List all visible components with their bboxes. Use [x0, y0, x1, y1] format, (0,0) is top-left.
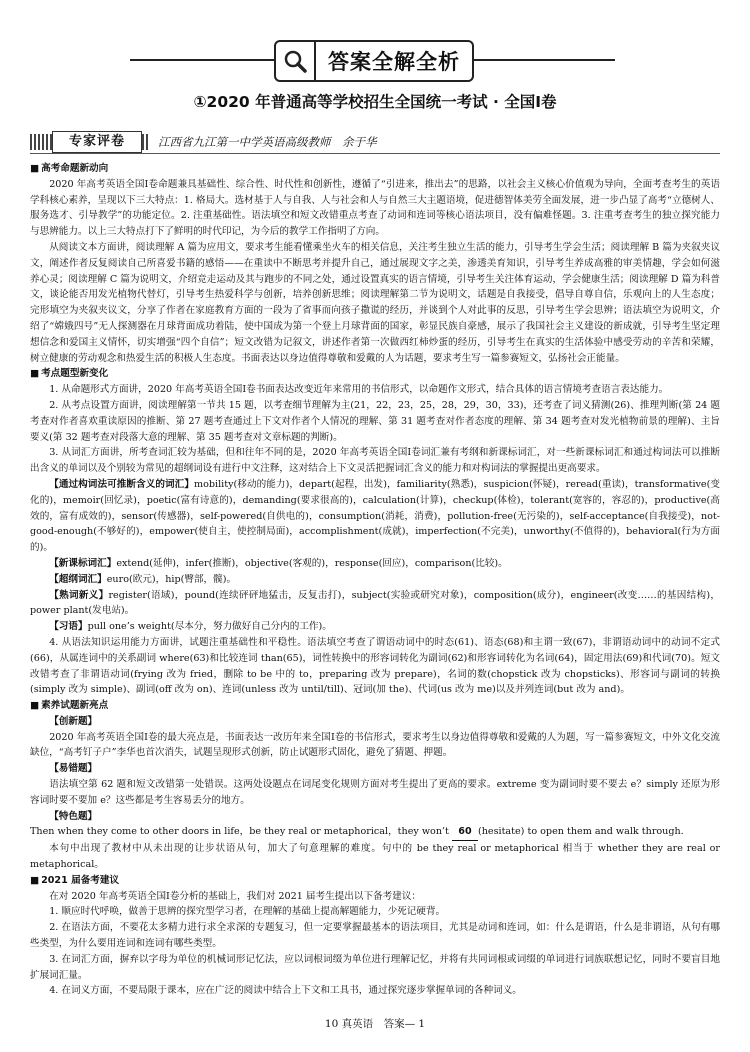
- vocab-list: pull one’s weight(尽本分，努力做好自己分内的工作)。: [87, 621, 332, 633]
- vocab-tag: 【熟词新义】: [49, 589, 109, 601]
- vocab-list: mobility(移动的能力)，depart(起程，出发)，familiarity(熟悉)，suspicion(怀疑)，reread(重读)，transformative(变化的)，memoir(回忆录)，poetic(富有诗意的)，demanding(要求很高的)，calculation(计算)，checkup(体检)，tolerant(宽容的，容忍的)，productive(高效的，富有成效的)，sensor(传感器)，self-powered(自供电的)，consumption(消耗，消费)，pollution-free(无污染的)，self-acceptance(自我接受)，not-good-enough(不够好的)，empower(使自主，使控制局面)，accomplishment(成就)，imperfection(不完美)，unworthy(不值得的)，behavioral(行为方面的)。: [30, 478, 721, 554]
- paragraph: 3. 在词汇方面，摒弃以字母为单位的机械词形记忆法，应以词根词缀为单位进行理解记忆，并将有共同词根或词缀的单词进行词族联想记忆，同时不要盲目地扩展词汇量。: [30, 953, 720, 981]
- question-number-blank: 60: [452, 824, 478, 841]
- vocab-tag: 【通过构词法可推断含义的词汇】: [49, 478, 194, 490]
- exam-title: ①2020 年普通高等学校招生全国统一考试 · 全国Ⅰ卷: [193, 93, 557, 111]
- banner-box: [274, 40, 474, 82]
- vocab-tag: 【超纲词汇】: [49, 573, 107, 585]
- subheading: 【特色题】: [49, 810, 98, 822]
- divider: [30, 153, 720, 154]
- magnifier-icon: [276, 42, 316, 80]
- paragraph: 从阅读文本方面讲，阅读理解 A 篇为应用文，要求考生能看懂乘坐火车的相关信息，关注考生独立生活的能力，引导考生学会生活；阅读理解 B 篇为夹叙夹议文，阐述作者反复阅读自己所喜爱书籍的感悟——在重读中不断思考并提升自己，通过展现文字之美，渗透美育知识，引导考生养成高雅的审美情趣，学会如何滋养心灵；阅读理解 C 篇为说明文，介绍竞走运动及其与跑步的不同之处，通过设置真实的语言情境，引导考生关注体育运动，学会健康生活；阅读理解 D 篇为科普文，谈论能否用发光植物代替灯，引导考生热爱科学与创新，培养创新思维；阅读理解第二节为说明文，话题是自我接受，倡导自尊自信，乐观向上的人生态度；完形填空为夹叙夹议文，分享了作者在家庭教育方面的一段为了省事而向孩子撒谎的经历，并谈到个人对此事的反思，引导考生学会思辨；语法填空为说明文，介绍了“嫦娥四号”无人探测器在月球背面成功着陆，使中国成为第一个登上月球背面的国家，彰显民族自豪感，展示了我国社会主义建设的新成就，引导考生坚定理想信念和爱国主义情怀，切实增强“四个自信”；短文改错为记叙文，讲述作者第一次做西红柿炒蛋的经历，引导考生在真实的生活体验中感受劳动的辛苦和荣耀，树立健康的劳动观念和热爱生活的积极人生态度。书面表达以身边值得尊敬和爱戴的人为话题，要求考生写一篇参赛短文，弘扬社会正能量。: [30, 241, 720, 364]
- paragraph: 2020 年高考英语全国Ⅰ卷命题兼具基础性、综合性、时代性和创新性，遵循了“引进来，推出去”的思路，以社会主义核心价值观为导向，全面考查考生的英语学科核心素养，呈现以下三大特点：1. 格局大。选材基于人与自我、人与社会和人与自然三大主题语境，促进德智体美劳全面发展，进一步凸显了高考“立德树人、服务选才、引导教学”的功能定位。2. 注重基础性。语法填空和短文改错重点考查了动词和连词等核心语法项目，没有偏难怪题。3. 注重考查考生的独立探究能力与思辨能力。以上三大特点打下了鲜明的时代印记，为今后的教学工作指明了方向。: [30, 178, 720, 238]
- vocab-list: register(语域)，pound(连续砰砰地猛击，反复击打)，subject(实验或研究对象)，composition(成分)，engineer(改变……的基因结构)，power plant(发电站)。: [30, 589, 721, 617]
- article-body: [30, 161, 720, 999]
- quote-before: Then when they come to other doors in life，be they real or metaphorical，they won’t: [30, 826, 449, 838]
- banner-rule-left: [130, 59, 275, 61]
- section-heading: ■ 2021 届备考建议: [30, 873, 720, 889]
- paragraph: 1. 顺应时代呼唤，做善于思辨的探究型学习者，在理解的基础上提高解题能力，少死记硬背。: [49, 906, 446, 918]
- section-heading: ■ 考点题型新变化: [30, 366, 720, 382]
- paragraph: 4. 从语法知识运用能力方面讲，试题注重基础性和平稳性。语法填空考查了谓语动词中的时态(61)、语态(68)和主谓一致(67)，非谓语动词中的动词不定式(66)，从属连词中的关系副词 where(63)和比较连词 than(65)，词性转换中的形容词转化为副词(62)和形容词转化为名词(64)，固定用法(69)和代词(70)。短文改错考查了非谓语动词(frying 改为 fried，删除 to be 中的 to，preparing 改为 prepare)，名词的数(chopstick 改为 chopsticks)、形容词与副词的转换(simply 改为 simple)、副词(off 改为 on)、连词(unless 改为 until/till)、冠词(加 the)、代词(us 改为 me)以及并列连词(but 改为 and)。: [30, 636, 720, 696]
- page-footer: 10 真英语 答案— 1: [324, 1018, 426, 1030]
- vocab-paragraph: [30, 477, 720, 556]
- paragraph: 2. 从考点设置方面讲，阅读理解第一节共 15 题，以考查细节理解为主(21，22，23，25，28，29，30，33)，还考查了词义猜测(26)、推理判断(第 24 题考查对作者喜欢重读原因的推断、第 27 题考查通过上下文对作者个人情况的理解、第 31 题考查对作者态度的理解、第 34 题考查对发光植物前景的理解)、主旨要义(第 32 题考查对段落大意的理解、第 35 题考查对文章标题的判断)。: [30, 399, 720, 443]
- vocab-list: extend(延伸)，infer(推断)，objective(客观的)，response(回应)，comparison(比较)。: [116, 557, 508, 569]
- paragraph: 在对 2020 年高考英语全国Ⅰ卷分析的基础上，我们对 2021 届考生提出以下备考建议：: [49, 890, 422, 902]
- paragraph: 4. 在词义方面，不要局限于课本，应在广泛的阅读中结合上下文和工具书，通过探究逐步掌握单词的各种词义。: [49, 985, 522, 997]
- vocab-tag: 【新课标词汇】: [49, 557, 117, 569]
- paragraph: 本句中出现了教材中从未出现的让步状语从句，加大了句意理解的难度。句中的 be they real or metaphorical 相当于 whether they are real or metaphorical。: [30, 843, 720, 871]
- vocab-tag: 【习语】: [49, 621, 88, 633]
- subheading: 【创新题】: [49, 715, 98, 727]
- expert-author: 江西省九江第一中学英语高级教师 余于华: [158, 135, 377, 149]
- vocab-paragraph: [30, 588, 720, 620]
- vocab-paragraph: [30, 556, 720, 572]
- paragraph: 语法填空第 62 题和短文改错第一处错误。这两处设题点在词尾变化规则方面对考生提出了更高的要求。extreme 变为副词时要不要去 e？simply 还原为形容词时要不要加 e？这些都是考生容易丢分的地方。: [30, 779, 720, 806]
- expert-header: [30, 131, 720, 153]
- banner-rule-right: [470, 59, 615, 61]
- quote-after: (hesitate) to open them and walk through.: [477, 826, 684, 838]
- vocab-paragraph: [30, 619, 720, 635]
- title-banner: [0, 40, 750, 80]
- banner-title: 答案全解全析: [328, 50, 460, 74]
- section-heading: ■ 素养试题新亮点: [30, 698, 720, 714]
- paragraph: 1. 从命题形式方面讲，2020 年高考英语全国Ⅰ卷书面表达改变近年来常用的书信形式，以命题作文形式，结合具体的语言情境考查语言表达能力。: [49, 384, 669, 396]
- expert-label: 专家评卷: [52, 131, 142, 153]
- vocab-list: euro(欧元)，hip(臀部，髋)。: [106, 573, 237, 585]
- section-heading: ■ 高考命题新动向: [30, 161, 720, 177]
- paragraph: 2020 年高考英语全国Ⅰ卷的最大亮点是，书面表达一改历年来全国Ⅰ卷的书信形式，要求考生以身边值得尊敬和爱戴的人为题，写一篇参赛短文，中外文化交流缺位，“高考钉子户”李华也首次消失，试题呈现形式创新，防止试题形式固化，避免了猜题、押题。: [30, 731, 720, 759]
- subheading: 【易错题】: [49, 763, 98, 775]
- quote-sentence: [30, 824, 720, 841]
- vocab-paragraph: [30, 572, 720, 588]
- paragraph: 3. 从词汇方面讲，所考查词汇较为基础，但和往年不同的是，2020 年高考英语全国Ⅰ卷词汇兼有考纲和新课标词汇，对一些新课标词汇和通过构词法可以推断出含义的单词以及个别较为常见的超纲词设有进行中文注释，这对结合上下文灵活把握词汇含义的能力和对构词法的掌握提出更高要求。: [30, 447, 720, 475]
- paragraph: 2. 在语法方面，不要花太多精力进行求全求深的专题复习，但一定要掌握最基本的语法项目，尤其是动词和连词，如：什么是谓语，什么是非谓语，从句有哪些类型，为什么要用连词和连词有哪些类型。: [30, 922, 720, 950]
